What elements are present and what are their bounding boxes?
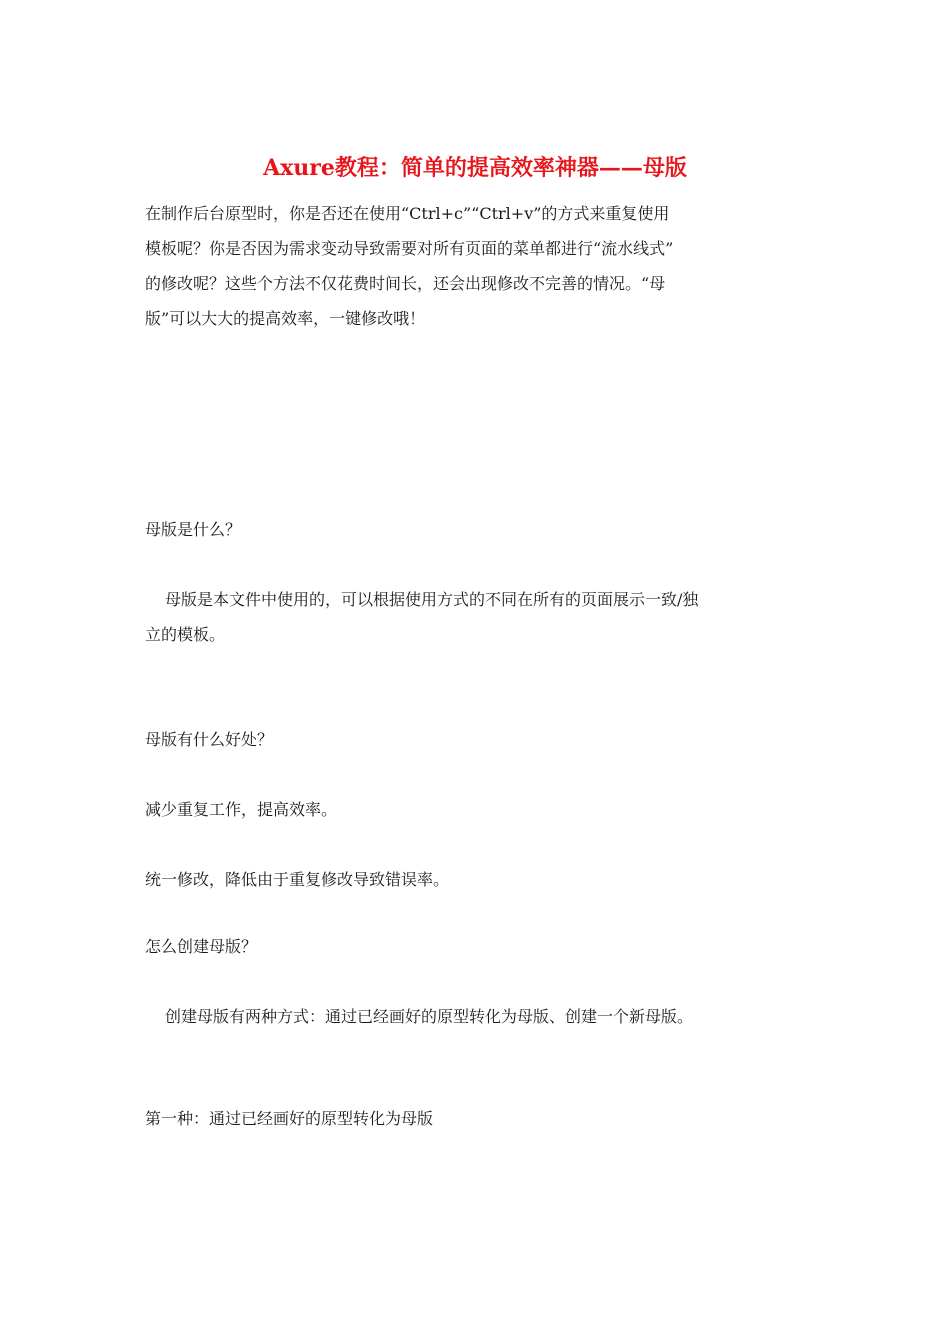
benefit-item-1: 减少重复工作，提高效率。 [145,800,338,819]
section-what-body-line1: 母版是本文件中使用的，可以根据使用方式的不同在所有的页面展示一致/独 [165,590,699,609]
document-title: Axure教程：简单的提高效率神器——母版 [263,155,687,181]
intro-paragraph [145,196,815,336]
method-1-heading: 第一种：通过已经画好的原型转化为母版 [145,1109,434,1128]
intro-line: 模板呢？你是否因为需求变动导致需要对所有页面的菜单都进行“流水线式” [145,239,674,258]
intro-line: 版”可以大大的提高效率，一键修改哦！ [145,309,426,328]
intro-line: 在制作后台原型时，你是否还在使用“Ctrl+c”“Ctrl+v”的方式来重复使用 [145,204,670,223]
section-what-body-line2: 立的模板。 [145,625,226,644]
section-benefit-heading: 母版有什么好处？ [145,730,274,749]
section-create-heading: 怎么创建母版？ [145,937,258,956]
intro-line: 的修改呢？这些个方法不仅花费时间长，还会出现修改不完善的情况。“母 [145,274,666,293]
section-what-heading: 母版是什么？ [145,520,242,539]
benefit-item-2: 统一修改，降低由于重复修改导致错误率。 [145,870,450,889]
section-create-body: 创建母版有两种方式：通过已经画好的原型转化为母版、创建一个新母版。 [165,1007,694,1026]
